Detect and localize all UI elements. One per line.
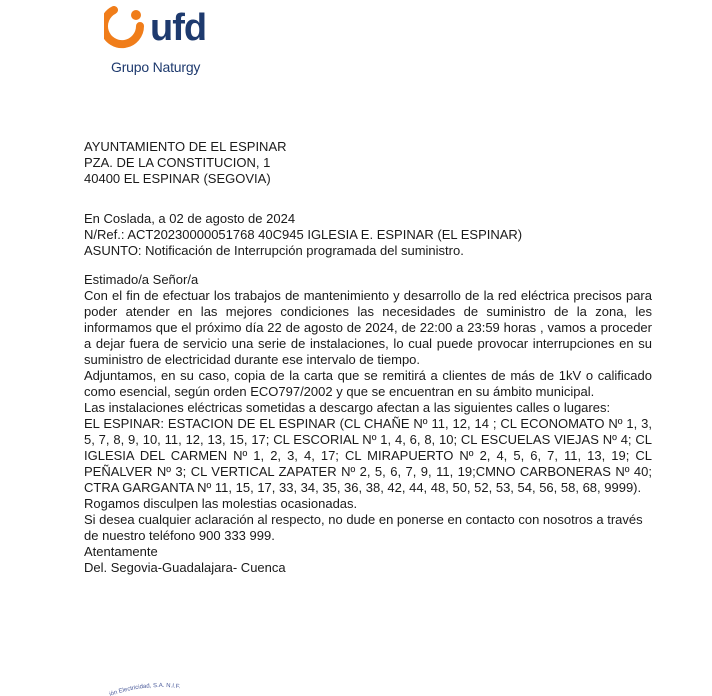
svg-text:ión Electricidad, S.A. N.I.F. [109, 683, 181, 696]
ufd-logo-mark-icon [104, 6, 150, 52]
salutation: Estimado/a Señor/a [84, 272, 199, 287]
streets-list: EL ESPINAR: ESTACION DE EL ESPINAR (CL CHAÑE Nº 11, 12, 14 ; CL ECONOMATO Nº 1, 3, 5, 7, 8, 9, 10, 11, 12, 13, 15, 17; CL ESCORIAL Nº 1, 4, 6, 8, 10; CL ESCUELAS VIEJAS Nº 4; CL IGLESIA DEL CARMEN Nº 1, 2, 3, 4, 17; CL MIRAPUERTO Nº 2, 4, 5, 6, 7, 11, 13, 19; CL PEÑALVER Nº 3; CL VERTICAL ZAPATER Nº 2, 5, 6, 7, 9, 11, 19;CMNO CARBONERAS Nº 40; CTRA GARGANTA Nº 11, 15, 17, 33, 34, 35, 36, 38, 42, 44, 48, 50, 52, 53, 54, 56, 58, 68, 9999). [84, 416, 652, 495]
paragraph-attachment: Adjuntamos, en su caso, copia de la carta que se remitirá a clientes de más de 1kV o calificado como esencial, según orden ECO797/2002 y que se encuentran en su ámbito municipal. [84, 368, 652, 399]
reference-block [84, 227, 652, 259]
company-stamp [106, 676, 216, 696]
closing-line: Atentamente [84, 544, 158, 559]
stamp-text: ión Electricidad, S.A. N.I.F. [108, 682, 181, 696]
subject-line: ASUNTO: Notificación de Interrupción programada del suministro. [84, 243, 464, 258]
paragraph-intro: Con el fin de efectuar los trabajos de mantenimiento y desarrollo de la red eléctrica precisos para poder atender en las mejores condiciones las necesidades de suministro de la zona, les informamos que el próximo día 22 de agosto de 2024, de 22:00 a 23:59 horas , vamos a proceder a dejar fuera de servicio una serie de instalaciones, lo cual puede provocar interrupciones en su suministro de electricidad durante ese intervalo de tiempo. [84, 288, 652, 367]
reference-line: N/Ref.: ACT20230000051768 40C945 IGLESIA E. ESPINAR (EL ESPINAR) [84, 227, 523, 242]
recipient-line: AYUNTAMIENTO DE EL ESPINAR [84, 139, 287, 154]
streets-intro: Las instalaciones eléctricas sometidas a descargo afectan a las siguientes calles o lugares: [84, 400, 611, 415]
recipient-address [84, 139, 652, 187]
apology-line: Rogamos disculpen las molestias ocasionadas. [84, 496, 358, 511]
recipient-line: 40400 EL ESPINAR (SEGOVIA) [84, 171, 271, 186]
company-logo [104, 6, 234, 78]
signature-line: Del. Segovia-Guadalajara- Cuenca [84, 560, 286, 575]
logo-brand-text: ufd [150, 7, 207, 49]
logo-group-text: Grupo Naturgy [111, 59, 201, 75]
recipient-line: PZA. DE LA CONSTITUCION, 1 [84, 155, 271, 170]
contact-paragraph: Si desea cualquier aclaración al respecto, no dude en ponerse en contacto con nosotros a través de nuestro teléfono 900 333 999. [84, 512, 643, 543]
letter-body [84, 139, 652, 576]
date-line: En Coslada, a 02 de agosto de 2024 [84, 211, 296, 226]
